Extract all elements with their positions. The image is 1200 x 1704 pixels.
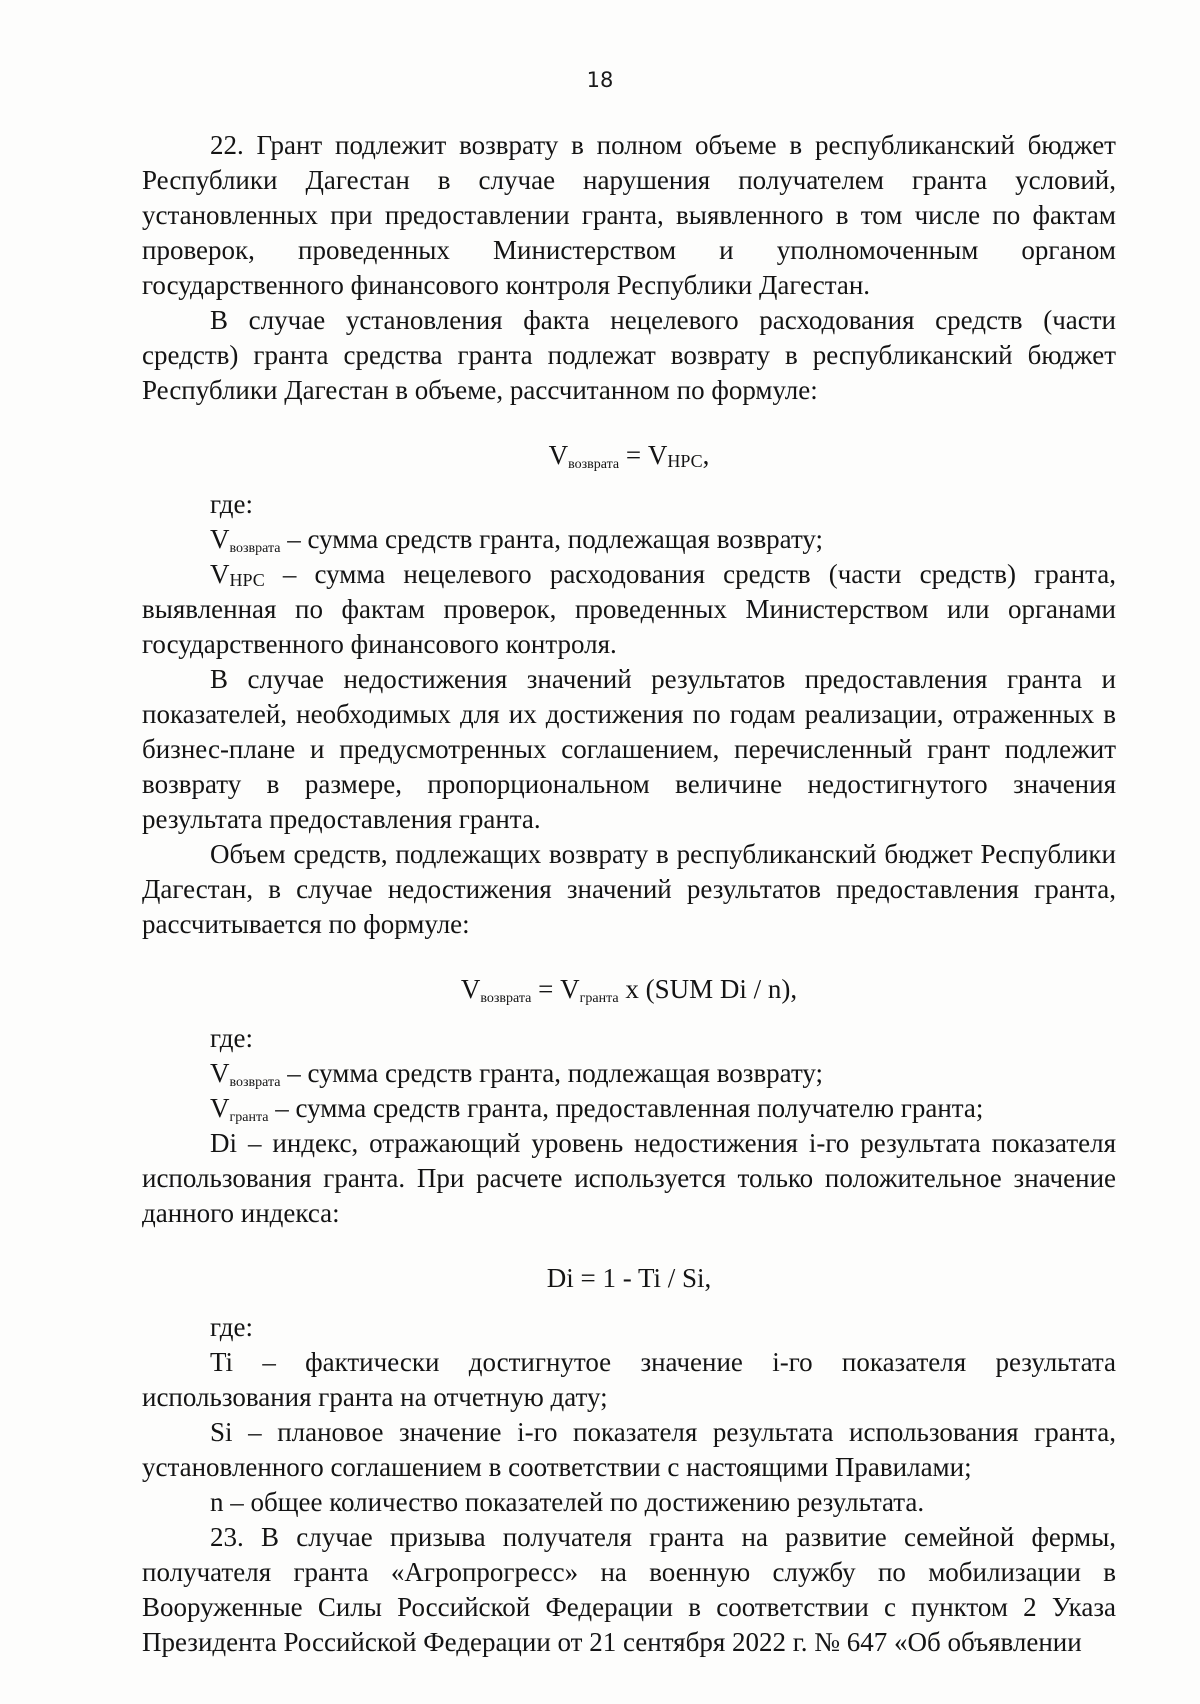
definition-ti: Ti – фактически достигнутое значение i-го показателя результата использования гранта на отчетную дату; [142,1347,1116,1412]
paragraph-misuse: В случае установления факта нецелевого расходования средств (части средств) гранта средства гранта подлежат возврату в республиканский бюджет Республики Дагестан в объеме, рассчитанном по формуле: [142,305,1116,405]
paragraph-non-achievement: В случае недостижения значений результатов предоставления гранта и показателей, необходимых для их достижения по годам реализации, отраженных в бизнес-плане и предусмотренных соглашением, перечисленный грант подлежит возврату в размере, пропорциональном величине недостигнутого значения результата предоставления гранта. [142,664,1116,834]
where-label-3: где: [210,1312,253,1342]
paragraph-23: 23. В случае призыва получателя гранта на развитие семейной фермы, получателя гранта «Агропрогресс» на военную службу по мобилизации в Вооруженные Силы Российской Федерации в соответствии с пунктом 2 Указа Президента Российской Федерации от 21 сентября 2022 г. № 647 «Об объявлении [142,1522,1116,1657]
definition-n: n – общее количество показателей по достижению результата. [210,1487,925,1517]
paragraph-22: 22. Грант подлежит возврату в полном объеме в республиканский бюджет Республики Дагестан в случае нарушения получателем гранта условий, установленных при предоставлении гранта, выявленного в том числе по фактам проверок, проведенных Министерством и уполномоченным органом государственного финансового контроля Республики Дагестан. [142,130,1116,300]
formula-return-misuse: $V_{возврата} = V_{НРС}$, [548,440,710,472]
where-label-2: где: [210,1023,253,1053]
formula-di: Di = 1 - Ti / Si, [546,1263,712,1293]
paragraph-return-volume: Объем средств, подлежащих возврату в республиканский бюджет Республики Дагестан, в случае недостижения значений результатов предоставления гранта, рассчитывается по формуле: [142,839,1116,939]
definition-di: Di – индекс, отражающий уровень недостижения i-го результата показателя использования гранта. При расчете используется только положительное значение данного индекса: [142,1128,1116,1228]
where-label-1: где: [210,489,253,519]
definition-v-return-2: $V_{возврата}$ – сумма средств гранта, подлежащая возврату; [210,1058,824,1090]
page-number: 18 [586,68,614,92]
definition-v-grant: $V_{гранта}$ – сумма средств гранта, предоставленная получателю гранта; [210,1093,984,1125]
formula-return-grant: $V_{возврата} = V_{гранта}$ x (SUM Di / n), [460,974,798,1006]
document-body [142,128,1116,1660]
definition-v-return-1: $V_{возврата}$ – сумма средств гранта, подлежащая возврату; [210,524,824,556]
definition-si: Si – плановое значение i-го показателя результата использования гранта, установленного соглашением в соответствии с настоящими Правилами; [142,1417,1116,1482]
definition-v-nrs: $V_{НРС}$ – сумма нецелевого расходования средств (части средств) гранта, выявленная по фактам проверок, проведенных Министерством или органами государственного финансового контроля. [142,559,1116,659]
